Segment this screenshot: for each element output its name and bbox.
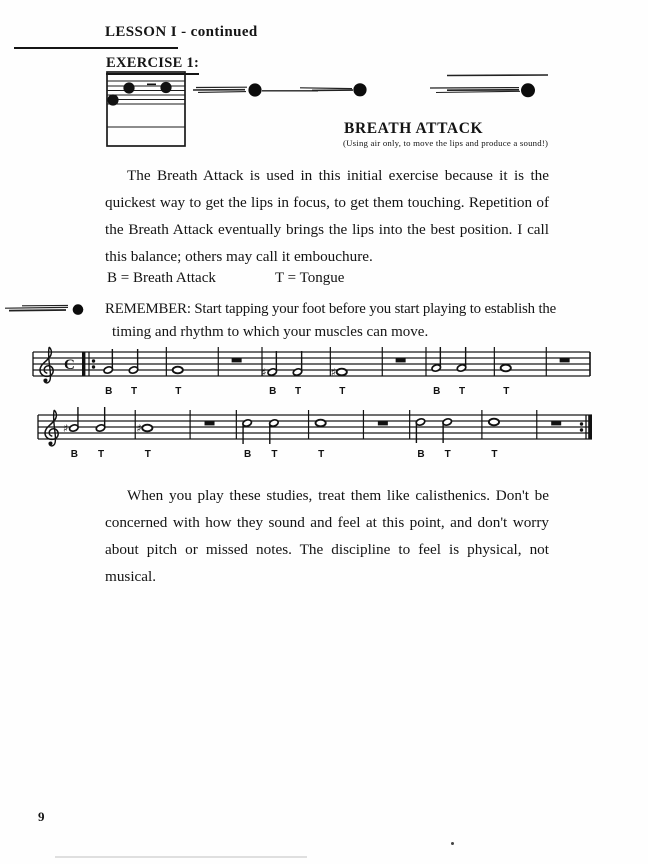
legend-tongue: T = Tongue	[275, 270, 345, 286]
note-label: T	[271, 449, 278, 460]
note-label: T	[130, 386, 138, 397]
note-label: B	[269, 386, 277, 397]
note-label: B	[105, 386, 113, 397]
note-label: B	[244, 449, 252, 460]
intro-paragraph: The Breath Attack is used in this initial exercise because it is the quickest way to get the lips in focus, to get them touching. Repetition of the Breath Attack eventually brings the lips into the best position. I call this balance; others may call it embouchure.	[105, 167, 549, 265]
page-number: 9	[38, 809, 45, 824]
note-label: T	[444, 449, 451, 460]
note-label: T	[294, 386, 302, 397]
whole-rest	[232, 358, 242, 362]
whole-note	[501, 365, 511, 372]
staff	[33, 347, 590, 397]
whole-rest	[396, 358, 406, 362]
sharp-accidental: ♯	[62, 421, 69, 435]
exercise-label: EXERCISE 1:	[106, 55, 199, 75]
note-label: T	[503, 386, 510, 397]
whole-note	[173, 367, 183, 374]
sharp-accidental: ♯	[261, 365, 267, 379]
note-label: B	[417, 449, 425, 460]
remember-note-line2: timing and rhythm to which your muscles can move.	[112, 324, 429, 340]
note-label: T	[491, 449, 498, 460]
note-label: T	[144, 449, 151, 460]
time-signature: C	[64, 357, 75, 373]
whole-note	[316, 420, 326, 427]
breath-attack-title: BREATH ATTACK	[344, 120, 484, 137]
whole-rest	[205, 421, 215, 425]
note-label: B	[70, 449, 78, 460]
breath-attack-caption: (Using air only, to move the lips and produce a sound!)	[343, 138, 549, 148]
lesson-title: LESSON I - continued	[105, 24, 258, 40]
note-label: T	[98, 449, 105, 460]
scan-smudge-artifact	[55, 856, 307, 858]
whole-note	[142, 425, 152, 432]
whole-rest	[560, 358, 570, 362]
sharp-accidental: ♯	[330, 365, 337, 379]
whole-note	[337, 369, 347, 376]
staff	[38, 407, 592, 460]
whole-rest	[378, 421, 388, 425]
note-label: T	[318, 449, 325, 460]
whole-note	[489, 419, 499, 426]
legend-breath-attack: B = Breath Attack	[107, 270, 216, 286]
sharp-accidental: ♯	[136, 421, 142, 435]
closing-paragraph: When you play these studies, treat them like calisthenics. Don't be concerned with how they sound and feel at this point, and don't worry about pitch or missed notes. The discipline to feel is physical, not musical.	[105, 487, 549, 585]
note-label: T	[458, 386, 466, 397]
remember-note-line1: REMEMBER: Start tapping your foot before you start playing to establish the	[105, 301, 557, 317]
note-label: T	[339, 386, 346, 397]
repeat-start-sign	[82, 352, 85, 376]
note-label: B	[433, 386, 441, 397]
repeat-end-sign	[588, 415, 592, 439]
note-label: T	[175, 386, 182, 397]
whole-rest	[551, 421, 561, 425]
scan-dot-artifact	[451, 842, 454, 845]
